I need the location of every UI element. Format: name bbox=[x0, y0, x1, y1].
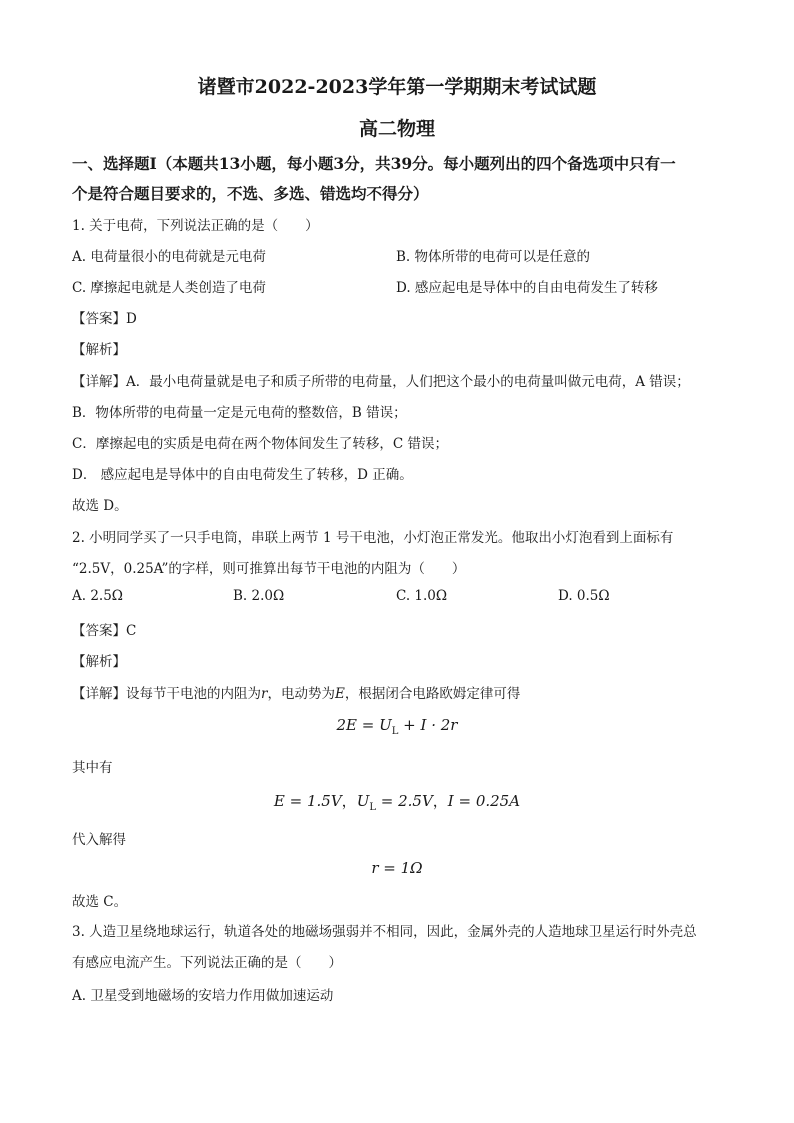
page-subtitle: 高二物理 bbox=[358, 118, 435, 140]
q2-where: 其中有 bbox=[72, 760, 113, 776]
q2-detail-suffix: ，根据闭合电路欧姆定律可得 bbox=[344, 686, 521, 702]
page-title: 诸暨市2022-2023学年第一学期期末考试试题 bbox=[197, 76, 597, 98]
q2-answer: 【答案】C bbox=[72, 623, 137, 639]
q3-stem-line1: 3. 人造卫星绕地球运行，轨道各处的地磁场强弱并不相同，因此，金属外壳的人造地球卫星运行时外壳总 bbox=[72, 924, 697, 940]
q1-stem: 1. 关于电荷，下列说法正确的是（ ） bbox=[72, 218, 319, 234]
q1-analysis-label: 【解析】 bbox=[72, 342, 126, 358]
q2-eq2-b-pre: U bbox=[356, 792, 370, 810]
q2-conclusion: 故选 C。 bbox=[72, 894, 128, 910]
q2-eq1-rest: + I · 2r bbox=[398, 716, 458, 734]
q2-analysis-label: 【解析】 bbox=[72, 654, 126, 670]
q1-detail-1: 【详解】A．最小电荷量就是电子和质子所带的电荷量，人们把这个最小的电荷量叫做元电荷，A 错误； bbox=[72, 374, 690, 390]
q2-equation-3: r = 1Ω bbox=[371, 859, 423, 877]
q1-answer: 【答案】D bbox=[72, 311, 137, 327]
q2-stem-line2: “2.5V，0.25A”的字样，则可推算出每节干电池的内阻为（ ） bbox=[72, 561, 466, 577]
q1-detail-4: D． 感应起电是导体中的自由电荷发生了转移，D 正确。 bbox=[72, 467, 413, 483]
section-heading-line1: 一、选择题Ⅰ（本题共13小题，每小题3分，共39分。每小题列出的四个备选项中只有一 bbox=[72, 154, 676, 173]
q1-detail-3: C．摩擦起电的实质是电荷在两个物体间发生了转移，C 错误； bbox=[72, 436, 448, 452]
q1-option-c: C. 摩擦起电就是人类创造了电荷 bbox=[72, 280, 266, 296]
q1-option-a: A. 电荷量很小的电荷就是元电荷 bbox=[72, 249, 266, 265]
q2-stem-line1: 2. 小明同学买了一只手电筒，串联上两节 1 号干电池，小灯泡正常发光。他取出小灯泡看到上面标有 bbox=[72, 530, 674, 546]
q2-eq2-b-rest: = 2.5V bbox=[375, 792, 433, 810]
q2-option-d: D. 0.5Ω bbox=[558, 588, 610, 604]
q2-detail-mid: ，电动势为 bbox=[267, 686, 335, 702]
q3-option-a: A. 卫星受到地磁场的安培力作用做加速运动 bbox=[72, 988, 334, 1004]
q2-eq2-a: E = 1.5V bbox=[273, 792, 342, 810]
q1-option-b: B. 物体所带的电荷可以是任意的 bbox=[396, 249, 591, 265]
q1-conclusion: 故选 D。 bbox=[72, 498, 128, 514]
q2-detail bbox=[72, 682, 722, 702]
q1-detail-2: B．物体所带的电荷量一定是元电荷的整数倍，B 错误； bbox=[72, 405, 407, 421]
q2-eq1-main: 2E = U bbox=[336, 716, 392, 734]
q2-detail-prefix: 【详解】设每节干电池的内阻为 bbox=[72, 686, 261, 702]
q3-stem-line2: 有感应电流产生。下列说法正确的是（ ） bbox=[72, 955, 342, 971]
q2-substitute: 代入解得 bbox=[72, 832, 126, 848]
q2-option-b: B. 2.0Ω bbox=[233, 588, 285, 604]
q2-var-r: r bbox=[261, 686, 268, 702]
q2-eq1-sub: L bbox=[391, 726, 399, 737]
q2-equation-2 bbox=[0, 790, 794, 813]
q2-eq2-c: I = 0.25A bbox=[447, 792, 521, 810]
q1-option-d: D. 感应起电是导体中的自由电荷发生了转移 bbox=[396, 280, 658, 296]
section-heading-line2: 个是符合题目要求的，不选、多选、错选均不得分） bbox=[72, 184, 429, 203]
q2-option-a: A. 2.5Ω bbox=[72, 588, 123, 604]
q2-eq2-sep2: ， bbox=[432, 792, 448, 810]
q2-eq2-sep1: ， bbox=[341, 792, 357, 810]
q2-equation-1 bbox=[0, 716, 794, 737]
q2-eq2-b-sub: L bbox=[369, 802, 376, 813]
q2-var-e: E bbox=[334, 686, 345, 702]
q2-option-c: C. 1.0Ω bbox=[396, 588, 448, 604]
